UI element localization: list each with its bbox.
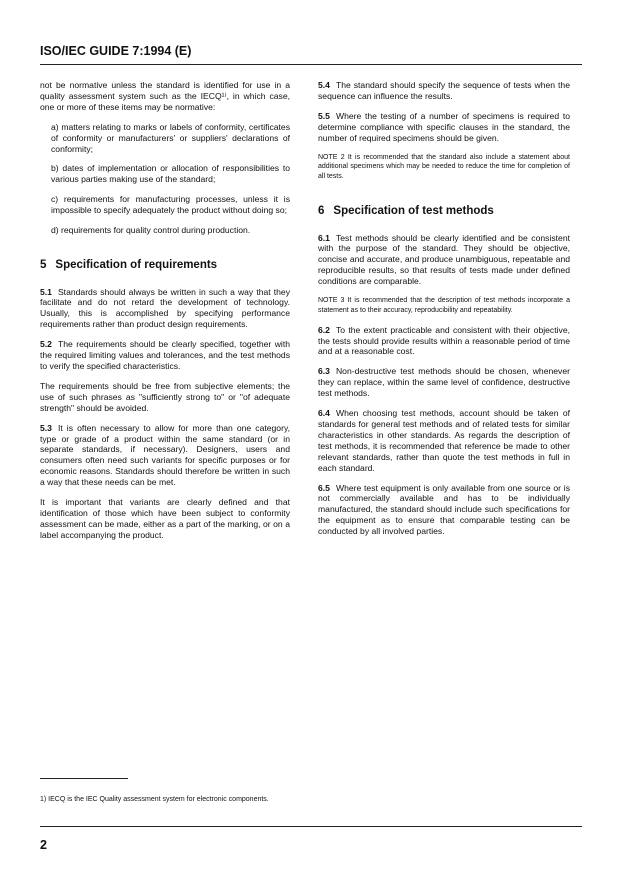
clause-5-1: 5.1 Standards should always be written in such a way that they facilitate and do not retard the development of technology. Usually, this is accomplished by specifying performance requirements rather than product design requirements. <box>40 286 290 330</box>
page-number: 2 <box>40 838 47 852</box>
clause-5-2: 5.2 The requirements should be clearly specified, together with the required limiting values and tolerances, and the test methods to verify the specified characteristics. <box>40 339 290 371</box>
intro-paragraph: not be normative unless the standard is identified for use in a quality assessment system such as the IECQ¹⁾, in which case, one or more of these items may be normative: <box>40 80 290 112</box>
clause-5-2-cont: The requirements should be free from subjective elements; the use of such phrases as "sufficiently strong to" or "of adequate strength" should be avoided. <box>40 380 290 413</box>
footnote: 1) IECQ is the IEC Quality assessment system for electronic components. <box>40 796 269 803</box>
clause-5-5: 5.5 Where the testing of a number of specimens is required to determine compliance with specific clauses in the standard, the number of required specimens should be given. <box>318 110 570 143</box>
header-rule <box>40 64 582 65</box>
footnote-rule <box>40 778 128 779</box>
clause-6-1: 6.1 Test methods should be clearly identified and be consistent with the purpose of the standard. They should be objective, concise and accurate, and produce unambiguous, repeatable and reproducible results, so that results of tests made under defined conditions are comparable. <box>318 232 570 287</box>
left-column <box>40 80 290 550</box>
note-3: NOTE 3 It is recommended that the description of test methods incorporate a statement as to their accuracy, reproducibility and repeatability. <box>318 297 570 314</box>
clause-5-3: 5.3 It is often necessary to allow for more than one category, type or grade of a product within the same standard (or in separate standards, if necessary). Designers, users and consumers often need such variants for specific purposes or for economic reasons. Standards should therefore be written in such a way that these needs can be met. <box>40 422 290 488</box>
clause-5-4: 5.4 The standard should specify the sequence of tests when the sequence can influence the results. <box>318 80 570 101</box>
right-column <box>318 80 570 546</box>
clause-6-5: 6.5 Where test equipment is only available from one source or is not commercially available and has to be individually manufactured, the standard should include such specifications for the equipment as to ensure that comparable testing can be conducted by all involved parties. <box>318 482 570 537</box>
running-header: ISO/IEC GUIDE 7:1994 (E) <box>40 44 192 58</box>
clause-6-3: 6.3 Non-destructive test methods should be chosen, whenever they can replace, within the same level of confidence, destructive test methods. <box>318 366 570 399</box>
clause-6-4: 6.4 When choosing test methods, account should be taken of standards for general test methods and of related tests for similar characteristics in other standards. As regards the description of test methods, it is recommended that reference be made to other relevant standards, rather than quote the test methods in full in each standard. <box>318 408 570 473</box>
clause-5-3-cont: It is important that variants are clearly defined and that identification of those which have been subject to conformity assessment can be made, either as a part of the marking, or on a label accompanying the product. <box>40 497 290 540</box>
list-item: c) requirements for manufacturing processes, unless it is impossible to specify adequately the product without doing so; <box>51 194 290 216</box>
list-item: a) matters relating to marks or labels of conformity, certificates of conformity or manufacturers' or suppliers' declarations of conformity; <box>51 121 290 154</box>
section-5-heading: 5 Specification of requirements <box>40 258 218 271</box>
list-item: d) requirements for quality control during production. <box>51 225 251 236</box>
section-6-heading: 6 Specification of test methods <box>318 204 494 217</box>
clause-6-2: 6.2 To the extent practicable and consistent with their objective, the tests should provide results within a reasonable period of time and at a reasonable cost. <box>318 324 570 357</box>
list-item: b) dates of implementation or allocation of responsibilities to various parties making use of the standard; <box>51 163 290 185</box>
footer-rule <box>40 826 582 827</box>
note-2: NOTE 2 It is recommended that the standard also include a statement about additional specimens which may be needed to reduce the time for completion of all tests. <box>318 153 570 181</box>
